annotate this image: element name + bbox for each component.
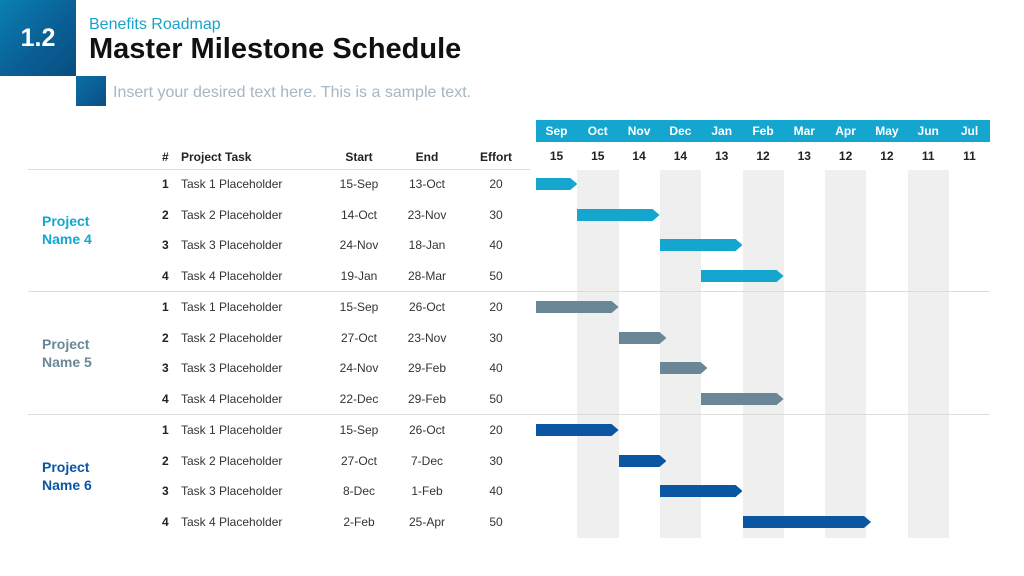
task-number: 1	[162, 423, 169, 437]
month-label: Mar	[793, 124, 815, 138]
day-label: 12	[880, 149, 894, 163]
gantt-bar-shape	[536, 178, 577, 190]
task-number: 3	[162, 238, 169, 253]
gantt-task-bar	[619, 455, 666, 467]
gantt-bar-shape	[660, 362, 707, 374]
task-end-date: 13-Oct	[408, 177, 445, 191]
gantt-task-bar	[701, 393, 784, 405]
project-group-label: Project Name 6	[42, 459, 92, 493]
task-name: Task 2 Placeholder	[181, 330, 283, 345]
project-group-label: Project Name 5	[42, 336, 92, 370]
gantt-bar-shape	[701, 393, 784, 405]
task-start-date: 24-Nov	[339, 361, 379, 376]
day-label: 11	[963, 149, 976, 163]
gantt-bar-shape	[701, 270, 784, 282]
gantt-task-bar	[660, 485, 743, 497]
gantt-task-bar	[536, 301, 619, 313]
task-end-date: 25-Apr	[408, 514, 446, 529]
column-header-task: Project Task	[181, 150, 252, 164]
task-start-date: 15-Sep	[339, 177, 379, 191]
timeline-column-stripe	[908, 170, 949, 538]
task-end-date: 1-Feb	[411, 484, 443, 499]
task-end-date: 29-Feb	[407, 391, 447, 406]
task-effort: 30	[489, 330, 503, 345]
task-start-date: 27-Oct	[340, 453, 377, 468]
task-number: 1	[162, 177, 169, 191]
task-start-date: 22-Dec	[339, 391, 379, 406]
task-number: 2	[162, 330, 169, 345]
column-header-number: #	[162, 150, 169, 164]
task-start-date: 15-Sep	[339, 423, 379, 437]
task-effort: 50	[489, 391, 503, 406]
month-label: Apr	[835, 124, 856, 138]
task-start-date: 14-Oct	[340, 207, 377, 222]
column-header-effort: Effort	[480, 150, 512, 164]
day-label: 14	[673, 149, 688, 163]
gantt-task-bar	[660, 362, 707, 374]
task-name: Task 2 Placeholder	[181, 453, 283, 468]
task-number: 3	[162, 361, 169, 376]
gantt-bar-shape	[536, 301, 619, 313]
project-group-label: Project Name 4	[42, 213, 92, 247]
day-label: 15	[591, 149, 605, 163]
task-name: Task 3 Placeholder	[181, 484, 283, 499]
task-end-date: 23-Nov	[407, 207, 447, 222]
slide-title: Master Milestone Schedule	[89, 33, 462, 65]
month-label: Jan	[711, 124, 733, 138]
task-end-date: 23-Nov	[407, 330, 447, 345]
task-effort: 20	[489, 177, 503, 191]
task-start-date: 2-Feb	[343, 514, 375, 529]
month-label: Feb	[752, 124, 774, 138]
task-effort: 50	[489, 514, 503, 529]
timeline-column-stripe	[743, 170, 784, 538]
task-effort: 20	[489, 423, 503, 437]
timeline-column-stripe	[825, 170, 866, 538]
day-label: 13	[797, 149, 811, 163]
day-label: 14	[632, 149, 646, 163]
column-header-end: End	[415, 150, 439, 164]
task-name: Task 1 Placeholder	[181, 177, 283, 191]
task-number: 2	[162, 207, 169, 222]
timeline-column-stripe	[660, 170, 701, 538]
gantt-task-bar	[577, 209, 660, 221]
group-separator	[28, 414, 990, 415]
gantt-task-bar	[701, 270, 784, 282]
gantt-bar-shape	[619, 455, 666, 467]
task-start-date: 8-Dec	[342, 484, 375, 499]
gantt-task-bar	[743, 516, 871, 528]
gantt-bar-shape	[660, 239, 743, 251]
task-number: 3	[162, 484, 169, 499]
day-label: 11	[921, 149, 935, 163]
month-label: May	[875, 124, 899, 138]
month-label: Dec	[669, 124, 692, 138]
gantt-task-bar	[536, 178, 577, 190]
task-name: Task 4 Placeholder	[181, 268, 283, 283]
gantt-bar-shape	[577, 209, 660, 221]
task-number: 1	[162, 300, 169, 314]
task-number: 4	[162, 268, 169, 283]
task-start-date: 19-Jan	[340, 268, 378, 283]
slide-subtitle: Benefits Roadmap	[89, 16, 221, 33]
task-end-date: 28-Mar	[407, 268, 446, 283]
task-name: Task 1 Placeholder	[181, 300, 283, 314]
decorative-square	[76, 76, 106, 106]
group-separator	[28, 291, 990, 292]
day-label: 13	[715, 149, 729, 163]
task-start-date: 24-Nov	[339, 238, 379, 253]
task-effort: 30	[489, 207, 503, 222]
day-label: 12	[838, 149, 853, 163]
task-end-date: 7-Dec	[410, 453, 443, 468]
column-header-start: Start	[345, 150, 373, 164]
task-effort: 40	[489, 361, 503, 376]
task-start-date: 15-Sep	[339, 300, 379, 314]
month-label: Jul	[960, 124, 979, 138]
task-effort: 40	[489, 484, 503, 499]
gantt-bar-shape	[660, 485, 743, 497]
task-end-date: 18-Jan	[408, 238, 446, 253]
task-effort: 40	[489, 238, 503, 253]
gantt-task-bar	[619, 332, 666, 344]
task-number: 4	[162, 391, 169, 406]
month-label: Nov	[627, 124, 651, 138]
task-name: Task 3 Placeholder	[181, 238, 283, 253]
month-label: Sep	[545, 124, 568, 138]
task-number: 4	[162, 514, 169, 529]
timeline-column-stripe	[577, 170, 618, 538]
task-name: Task 3 Placeholder	[181, 361, 283, 376]
gantt-bar-shape	[743, 516, 871, 528]
task-start-date: 27-Oct	[340, 330, 377, 345]
month-label: Oct	[587, 124, 608, 138]
task-name: Task 4 Placeholder	[181, 514, 283, 529]
task-end-date: 26-Oct	[408, 300, 445, 314]
task-number: 2	[162, 453, 169, 468]
day-label: 12	[756, 149, 770, 163]
task-effort: 50	[489, 268, 503, 283]
day-label: 15	[549, 149, 564, 163]
task-name: Task 4 Placeholder	[181, 391, 283, 406]
task-effort: 20	[489, 300, 503, 314]
task-end-date: 29-Feb	[407, 361, 447, 376]
slide-description: Insert your desired text here. This is a sample text.	[113, 84, 472, 101]
group-separator	[28, 169, 530, 170]
month-label: Jun	[917, 124, 939, 138]
task-name: Task 2 Placeholder	[181, 207, 283, 222]
task-effort: 30	[489, 453, 503, 468]
gantt-bar-shape	[536, 424, 619, 436]
gantt-bar-shape	[619, 332, 666, 344]
gantt-task-bar	[660, 239, 743, 251]
section-number-badge: 1.2	[0, 0, 76, 76]
gantt-task-bar	[536, 424, 619, 436]
task-end-date: 26-Oct	[408, 423, 445, 437]
task-name: Task 1 Placeholder	[181, 423, 283, 437]
